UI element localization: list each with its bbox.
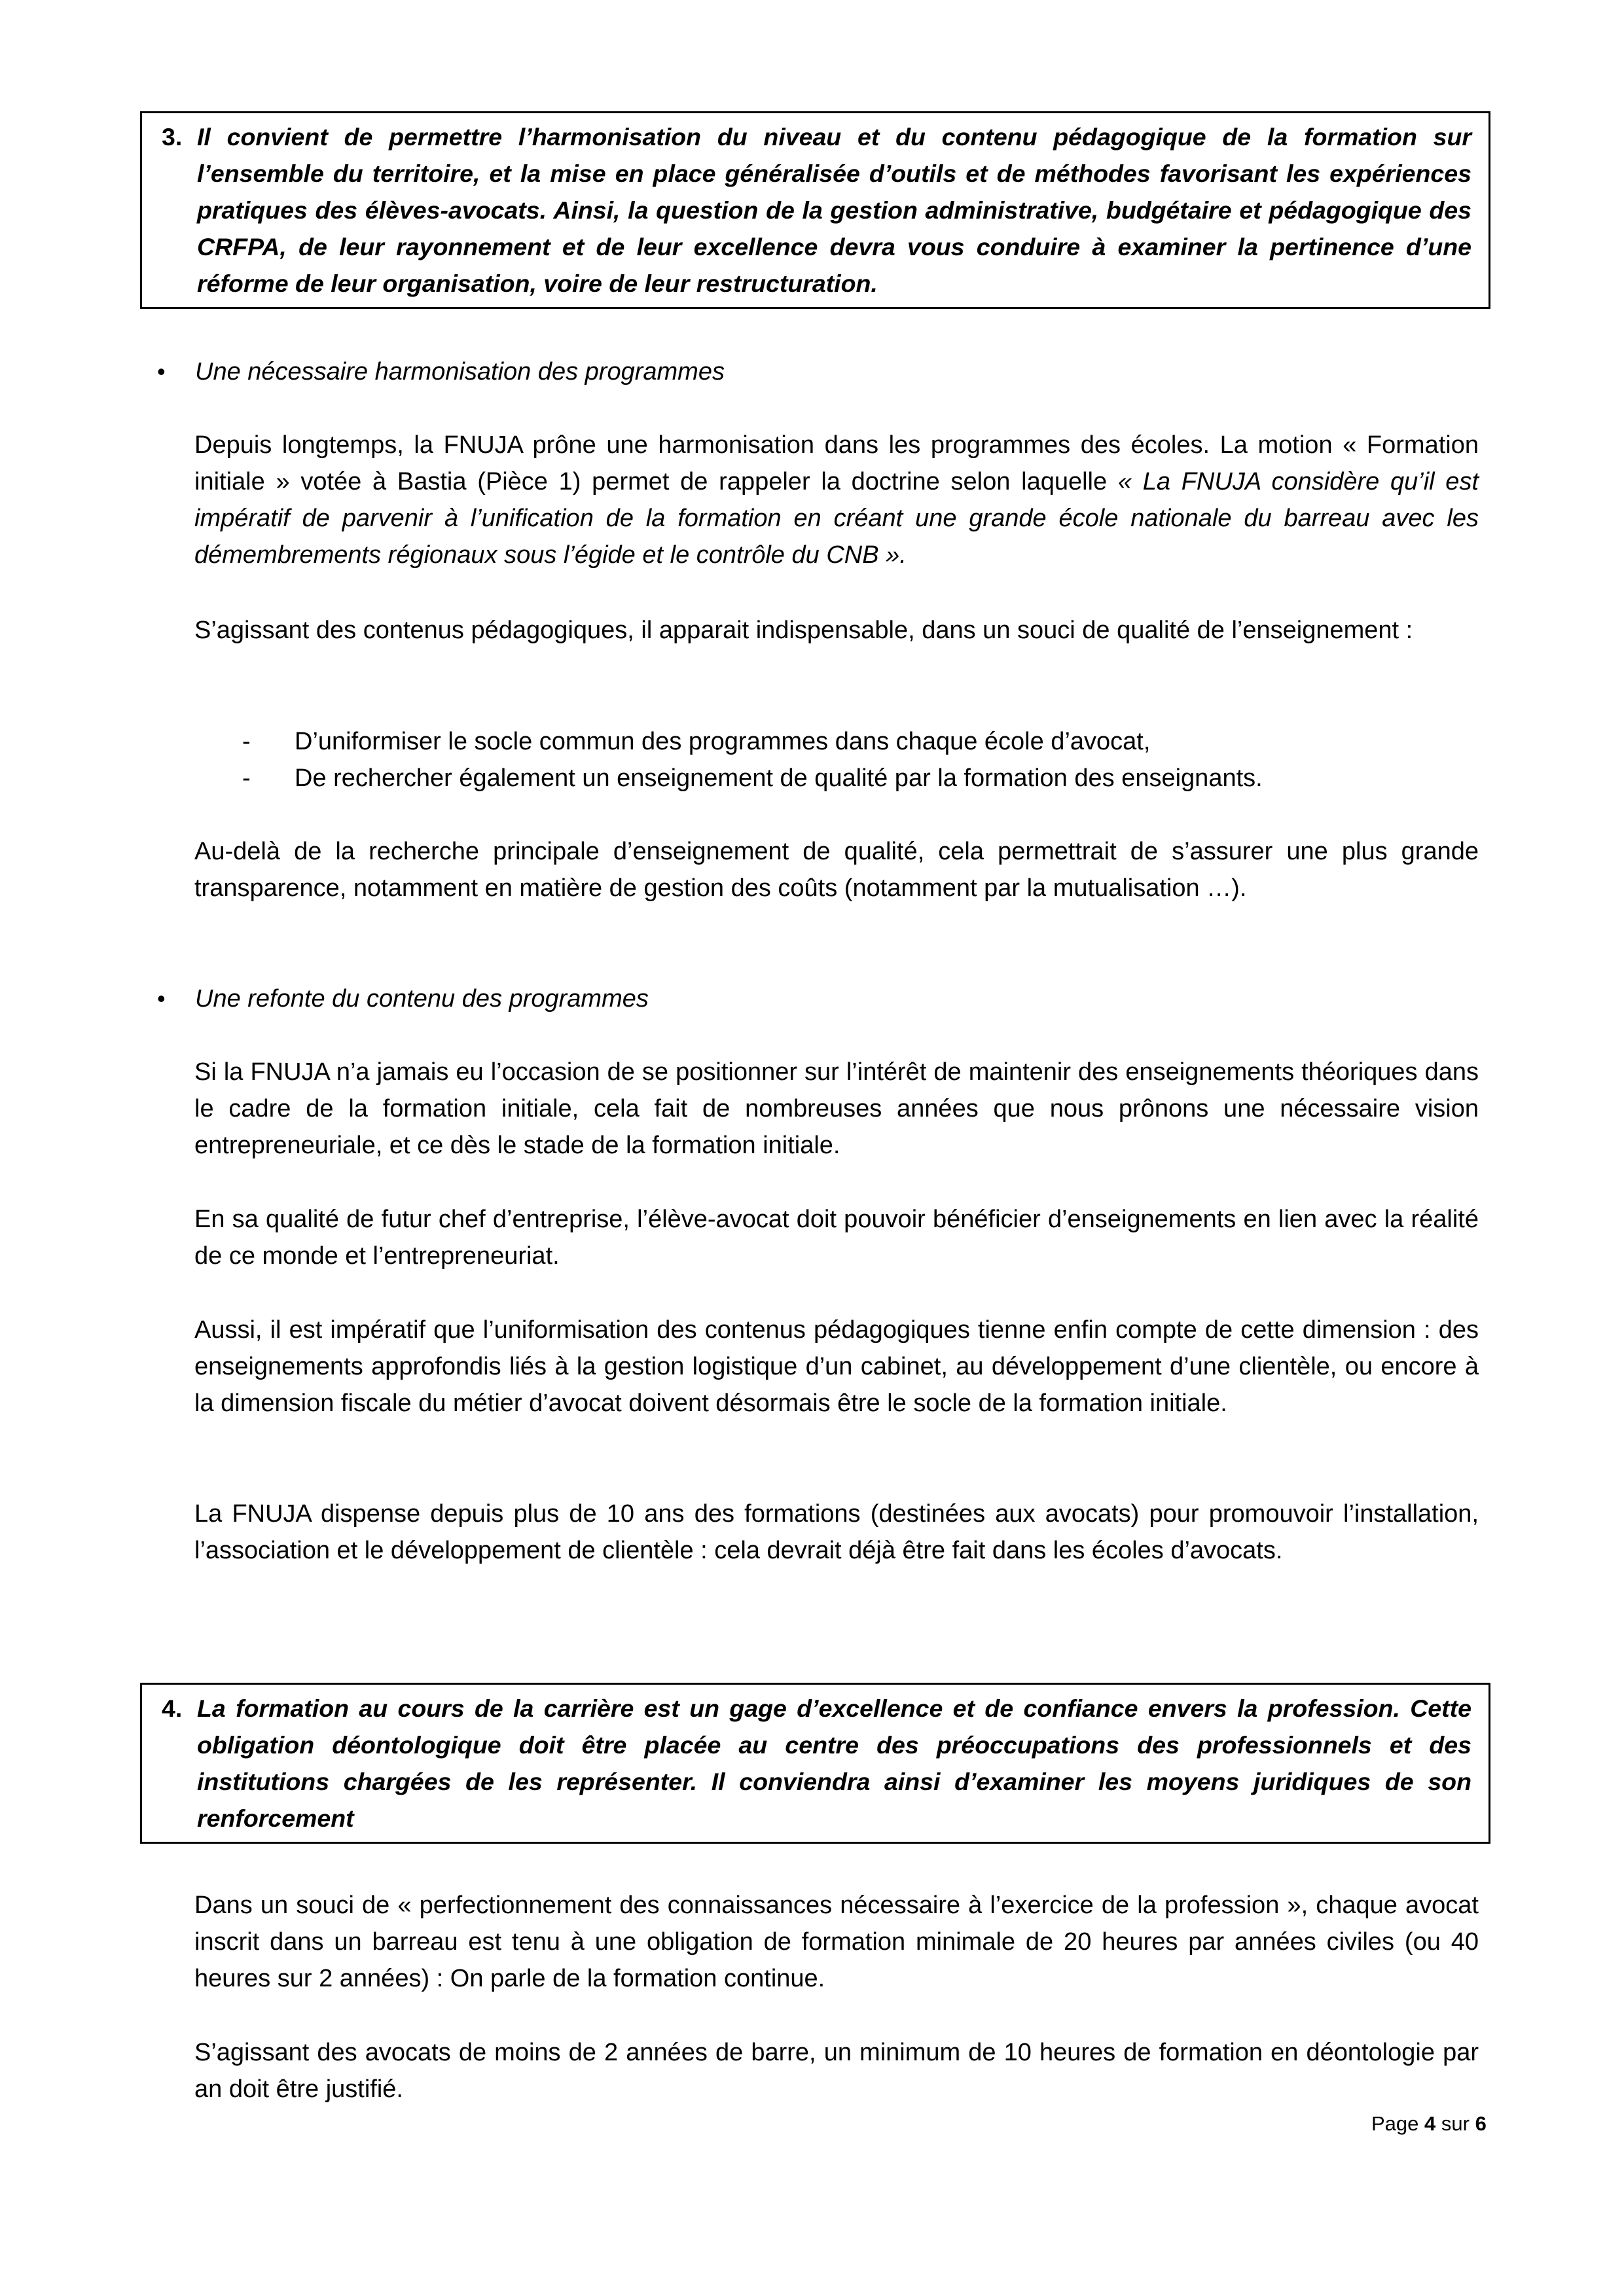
paragraph-harmonisation-1-quote: « La FNUJA considère qu’il est impératif de parvenir à l’unification de la formation en créant une grande école nationale du barreau avec les démembrements régionaux sous l’égide et le contrôle du CNB ». <box>194 468 1479 569</box>
page-number-prefix: Page <box>1371 2112 1419 2135</box>
paragraph-refonte-4: La FNUJA dispense depuis plus de 10 ans des formations (destinées aux avocats) pour promouvoir l’installation, l’association et le développement de clientèle : cela devrait déjà être fait dans les écoles d’avocats. <box>194 1500 1479 1564</box>
paragraph-formation-continue-2: S’agissant des avocats de moins de 2 années de barre, un minimum de 10 heures de formation en déontologie par an doit être justifié. <box>194 2039 1479 2103</box>
bullet-icon: • <box>157 358 166 385</box>
section-4-number: 4. <box>162 1695 183 1722</box>
section-4-text <box>162 1690 1471 1837</box>
paragraph-harmonisation-1-plain: Depuis longtemps, la FNUJA prône une harmonisation dans les programmes des écoles. La motion « Formation initiale » votée à Bastia (Pièce 1) permet de rappeler la doctrine selon laquelle <box>194 431 1479 495</box>
paragraph-harmonisation-1 <box>194 427 1479 573</box>
section-3-box <box>140 111 1490 309</box>
paragraph-formation-continue-1: Dans un souci de « perfectionnement des connaissances nécessaire à l’exercice de la profession », chaque avocat inscrit dans un barreau est tenu à une obligation de formation minimale de 20 heures par années civiles (ou 40 heures sur 2 années) : On parle de la formation continue. <box>194 1892 1479 1992</box>
dash-marker: - <box>242 764 251 792</box>
bullet-heading-1-text: Une nécessaire harmonisation des programmes <box>195 358 725 386</box>
page-number <box>1371 2111 1487 2137</box>
paragraph-refonte-2: En sa qualité de futur chef d’entreprise, l’élève-avocat doit pouvoir bénéficier d’enseignements en lien avec la réalité de ce monde et l’entrepreneuriat. <box>194 1206 1479 1270</box>
section-4-box <box>140 1683 1490 1844</box>
section-3-text <box>162 118 1471 302</box>
bullet-icon: • <box>157 985 166 1012</box>
page-number-current: 4 <box>1424 2112 1436 2135</box>
paragraph-harmonisation-3: Au-delà de la recherche principale d’enseignement de qualité, cela permettrait de s’assurer une plus grande transparence, notamment en matière de gestion des coûts (notamment par la mutualisation …). <box>194 838 1479 902</box>
list-item <box>242 760 1263 797</box>
paragraph-refonte-1: Si la FNUJA n’a jamais eu l’occasion de se positionner sur l’intérêt de maintenir des enseignements théoriques dans le cadre de la formation initiale, cela fait de nombreuses années que nous prônons une nécessaire vision entrepreneuriale, et ce dès le stade de la formation initiale. <box>194 1058 1479 1159</box>
paragraph-refonte-3: Aussi, il est impératif que l’uniformisation des contenus pédagogiques tienne enfin compte de cette dimension : des enseignements approfondis liés à la gestion logistique d’un cabinet, au développement d’une clientèle, ou encore à la dimension fiscale du métier d’avocat doivent désormais être le socle de la formation initiale. <box>194 1316 1479 1417</box>
dash-marker: - <box>242 728 251 755</box>
page-number-sep: sur <box>1441 2112 1470 2135</box>
list-item-text: D’uniformiser le socle commun des programmes dans chaque école d’avocat, <box>295 728 1151 755</box>
list-item-text: De rechercher également un enseignement de qualité par la formation des enseignants. <box>295 764 1263 792</box>
section-3-number: 3. <box>162 123 183 151</box>
bullet-heading-2 <box>157 980 649 1017</box>
bullet-heading-2-text: Une refonte du contenu des programmes <box>195 985 649 1013</box>
bullet-heading-1 <box>157 353 725 390</box>
paragraph-harmonisation-2: S’agissant des contenus pédagogiques, il apparait indispensable, dans un souci de qualité de l’enseignement : <box>194 617 1413 644</box>
list-item <box>242 723 1150 760</box>
page-number-total: 6 <box>1475 2112 1487 2135</box>
section-4-body: La formation au cours de la carrière est un gage d’excellence et de confiance envers la profession. Cette obligation déontologique doit être placée au centre des préoccupations des professionnels et des institutions chargées de les représenter. Il conviendra ainsi d’examiner les moyens juridiques de son renforcement <box>197 1695 1471 1832</box>
section-3-body: Il convient de permettre l’harmonisation du niveau et du contenu pédagogique de la formation sur l’ensemble du territoire, et la mise en place généralisée d’outils et de méthodes favorisant les expériences pratiques des élèves-avocats. Ainsi, la question de la gestion administrative, budgétaire et pédagogique des CRFPA, de leur rayonnement et de leur excellence devra vous conduire à examiner la pertinence d’une réforme de leur organisation, voire de leur restructuration. <box>197 123 1471 297</box>
